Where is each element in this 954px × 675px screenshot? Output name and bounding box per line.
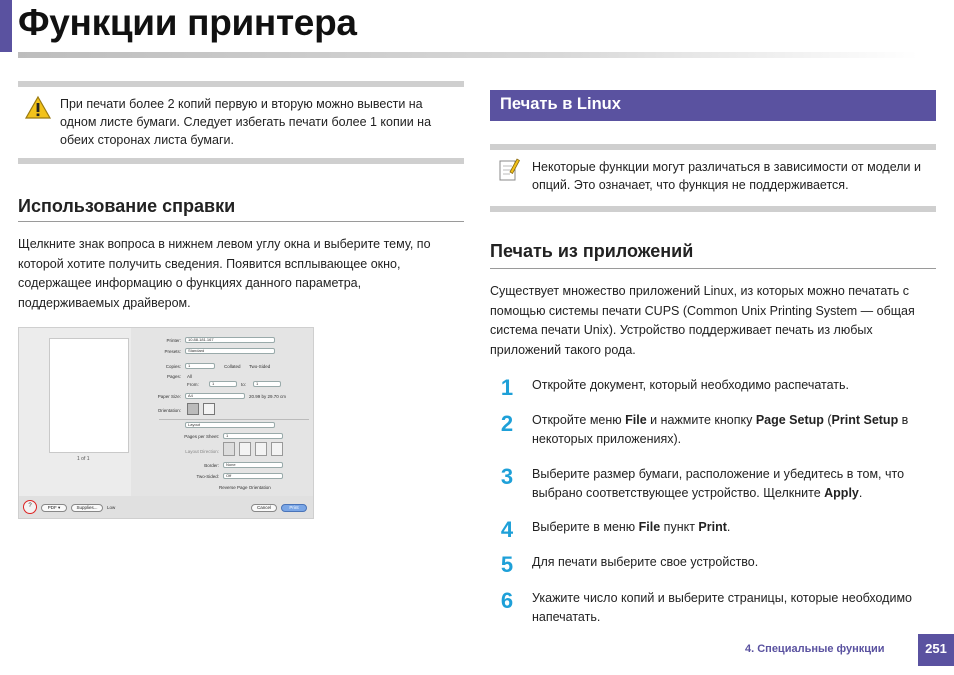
- pages-from-radio[interactable]: From:: [187, 382, 199, 387]
- step-number: 5: [500, 552, 514, 577]
- presets-label: Presets:: [164, 349, 181, 354]
- print-dialog-screenshot: [18, 327, 314, 519]
- pages-all-radio[interactable]: All: [187, 374, 193, 379]
- portrait-orientation-button[interactable]: [187, 403, 199, 415]
- paper-size-label: Paper Size:: [157, 394, 181, 399]
- print-button[interactable]: Print: [281, 504, 307, 512]
- pages-per-sheet-label: Pages per Sheet:: [184, 434, 219, 439]
- layout-direction-label: Layout Direction:: [185, 449, 219, 454]
- help-heading: Использование справки: [18, 196, 236, 216]
- note-text: Некоторые функции могут различаться в зависимости от модели и опций. Это означает, что функция не поддерживается.: [532, 160, 921, 192]
- step-text: Откройте меню File и нажмите кнопку Page Setup (Print Setup в некоторых приложениях).: [532, 413, 909, 446]
- step-number: 3: [500, 464, 514, 489]
- help-question-button[interactable]: ?: [23, 500, 37, 514]
- to-label: to:: [241, 382, 247, 387]
- two-sided-select[interactable]: Off: [223, 473, 283, 479]
- step-text: Укажите число копий и выберите страницы, которые необходимо напечатать.: [532, 591, 912, 624]
- linux-section-banner: Печать в Linux: [490, 90, 936, 121]
- apps-heading: Печать из приложений: [490, 241, 694, 261]
- to-input[interactable]: 1: [253, 381, 281, 387]
- two-sided-checkbox[interactable]: Two-Sided: [249, 364, 271, 369]
- cancel-button[interactable]: Cancel: [251, 504, 277, 512]
- footer-chapter: 4. Специальные функции: [745, 643, 885, 655]
- page-indicator: 1 of 1: [77, 456, 90, 462]
- header-accent-bar: [0, 0, 12, 52]
- paper-size-select[interactable]: A4: [185, 393, 245, 399]
- caution-box: [18, 81, 464, 164]
- reverse-orientation-checkbox[interactable]: Reverse Page Orientation: [219, 485, 271, 490]
- step-number: 1: [500, 375, 514, 400]
- layout-direction-z-button[interactable]: [223, 442, 235, 456]
- paper-dimensions: 20.99 by 29.70 cm: [249, 394, 287, 399]
- step-number: 4: [500, 517, 514, 542]
- warning-triangle-icon: [24, 95, 52, 121]
- page-preview: [49, 338, 129, 453]
- pdf-button[interactable]: PDF ▾: [41, 504, 67, 512]
- step-text: Для печати выберите свое устройство.: [532, 555, 759, 569]
- page-title: Функции принтера: [18, 2, 357, 43]
- two-sided-label: Two-Sided:: [196, 474, 219, 479]
- border-label: Border:: [204, 463, 219, 468]
- printer-label: Printer:: [166, 338, 181, 343]
- pages-per-sheet-select[interactable]: 1: [223, 433, 283, 439]
- pages-label: Pages:: [166, 374, 181, 379]
- title-divider: [18, 52, 918, 58]
- border-select[interactable]: None: [223, 462, 283, 468]
- dialog-separator: [159, 419, 309, 420]
- page-number: 251: [918, 634, 954, 666]
- apps-intro: Существует множество приложений Linux, из которых можно печатать с помощью системы печати CUPS (Common Unix Printing System — общая система печати Unix). Устройство поддерживает печать из любых приложений такого рода.: [490, 284, 915, 357]
- step-number: 6: [500, 588, 514, 613]
- layout-direction-n-button[interactable]: [255, 442, 267, 456]
- from-input[interactable]: 1: [209, 381, 237, 387]
- collated-checkbox[interactable]: Collated: [224, 364, 241, 369]
- step-text: Выберите в меню File пункт Print.: [532, 520, 731, 534]
- apps-heading-rule: [490, 268, 936, 269]
- step-number: 2: [500, 411, 514, 436]
- caution-text: При печати более 2 копий первую и вторую можно вывести на одном листе бумаги. Следует избегать печати более 1 копии на обеих сторонах листа бумаги.: [60, 97, 432, 147]
- landscape-orientation-button[interactable]: [203, 403, 215, 415]
- help-heading-rule: [18, 221, 464, 222]
- note-box: [490, 144, 936, 212]
- step-text: Откройте документ, который необходимо распечатать.: [532, 378, 849, 392]
- presets-select[interactable]: Standard: [185, 348, 275, 354]
- orientation-label: Orientation:: [157, 408, 181, 413]
- step-text: Выберите размер бумаги, расположение и убедитесь в том, что выбрано соответствующее устройство. Щелкните Apply.: [532, 467, 905, 500]
- copies-label: Copies:: [165, 364, 181, 369]
- help-text: Щелкните знак вопроса в нижнем левом углу окна и выберите тему, по которой хотите получить сведения. Появится всплывающее окно, содержащее информацию о функциях данного параметра, поддерживаемых драйвером.: [18, 237, 431, 310]
- layout-direction-s-button[interactable]: [239, 442, 251, 456]
- layout-select[interactable]: Layout: [185, 422, 275, 428]
- layout-direction-reverse-button[interactable]: [271, 442, 283, 456]
- supply-level-label: Low: [107, 505, 116, 510]
- copies-input[interactable]: 1: [185, 363, 215, 369]
- supplies-button[interactable]: Supplies...: [71, 504, 103, 512]
- printer-select[interactable]: 10.88.181.167: [185, 337, 275, 343]
- note-pencil-icon: [498, 156, 520, 182]
